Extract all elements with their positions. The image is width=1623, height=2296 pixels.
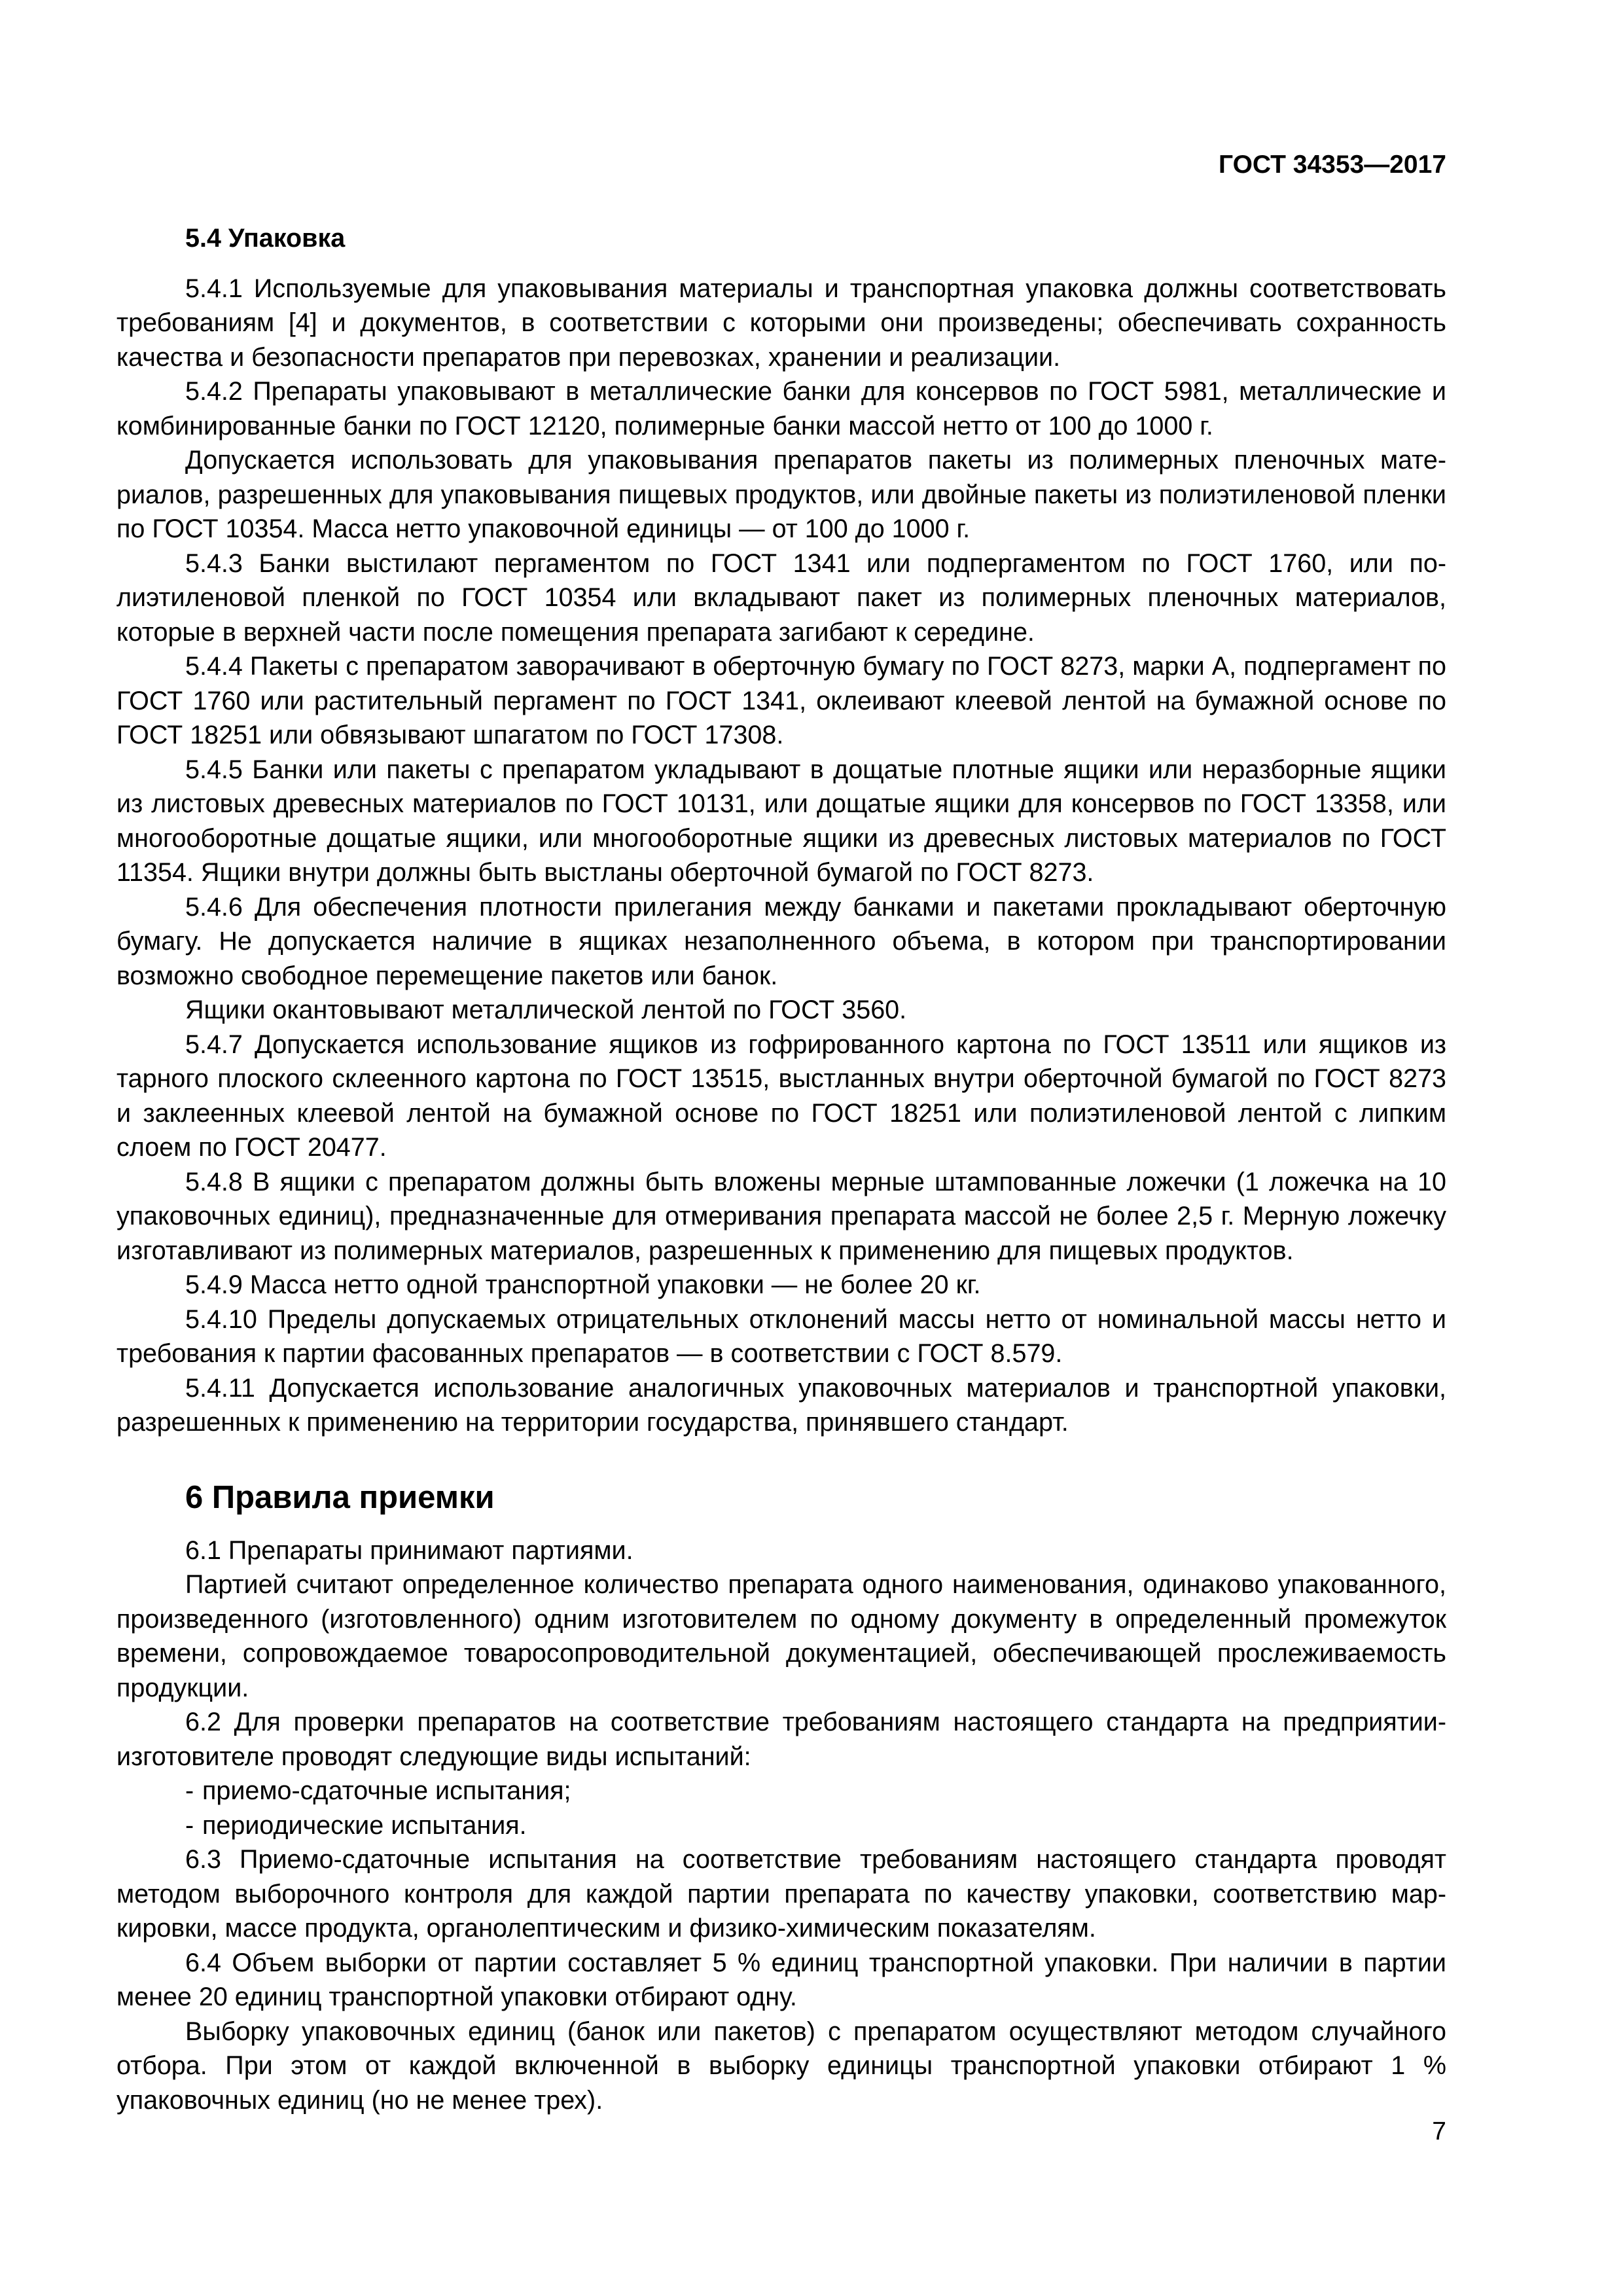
paragraph-6-2: 6.2 Для проверки препаратов на соответствие требованиям настоящего стандарта на предприятии-изготовителе проводят следующие виды испытаний: xyxy=(116,1708,1446,1771)
paragraph-5-4-3: 5.4.3 Банки выстилают пергаментом по ГОСТ 1341 или подпергаментом по ГОСТ 1760, или полиэтиленовой пленкой по ГОСТ 10354 или вкладывают пакет из полимерных пленочных материалов, которые в верхней части после помещения препарата загибают к середине. xyxy=(116,548,1446,647)
paragraph-5-4-7: 5.4.7 Допускается использование ящиков из гофрированного картона по ГОСТ 13511 или ящиков из тарного плоского склеенного картона по ГОСТ 13515, выстланных внутри оберточной бумагой по ГОСТ 8273 и заклеенных клеевой лентой на бумажной основе по ГОСТ 18251 или полиэтиленовой лентой с липким слоем по ГОСТ 20477. xyxy=(116,1030,1446,1162)
paragraph-5-4-1: 5.4.1 Используемые для упаковывания материалы и транспортная упаковка должны соответствовать требованиям [4] и документов, в соответствии с которыми они произведены; обеспечивать сохранность качества и безопасности препаратов при перевозках, хранении и реализации. xyxy=(116,274,1446,372)
section-title-5-4: 5.4 Упаковка xyxy=(185,224,346,253)
paragraph-6-4-sampling: Выборку упаковочных единиц (банок или пакетов) с препаратом осуществляют методом случайного отбора. При этом от каждой включенной в выборку единицы транспортной упаковки отбирают 1 % упаковочных единиц (но не менее трех). xyxy=(116,2017,1446,2115)
paragraph-5-4-2: 5.4.2 Препараты упаковывают в металлические банки для консервов по ГОСТ 5981, металлические и комбинированные банки по ГОСТ 12120, полимерные банки массой нетто от 100 до 1000 г. xyxy=(116,377,1446,440)
standard-designation: ГОСТ 34353—2017 xyxy=(1219,151,1446,179)
paragraph-6-1: 6.1 Препараты принимают партиями. xyxy=(185,1535,633,1565)
list-marker: - xyxy=(185,1776,194,1805)
page-number: 7 xyxy=(1432,2117,1446,2145)
paragraph-5-4-10: 5.4.10 Пределы допускаемых отрицательных отклонений массы нетто от номинальной массы нетто и требования к партии фасованных препаратов — в соответствии с ГОСТ 8.579. xyxy=(116,1304,1446,1368)
paragraph-5-4-6: 5.4.6 Для обеспечения плотности прилегания между банками и пакетами прокладывают оберточную бумагу. Не допускается наличие в ящиках незаполненного объема, в котором при транспортировании возможно свободное перемещение пакетов или банок. xyxy=(116,892,1446,990)
paragraph-5-4-5: 5.4.5 Банки или пакеты с препаратом укладывают в дощатые плотные ящики или неразборные ящики из листовых древесных материалов по ГОСТ 10131, или дощатые ящики для консервов по ГОСТ 13358, или многооборотные дощатые ящики, или многооборотные ящики из древесных листовых материалов по ГОСТ 11354. Ящики внутри должны быть выстланы оберточной бумагой по ГОСТ 8273. xyxy=(116,755,1446,887)
list-item xyxy=(116,1808,1446,1843)
paragraph-5-4-11: 5.4.11 Допускается использование аналогичных упаковочных материалов и транспортной упаковки, разрешенных к применению на территории государства, принявшего стандарт. xyxy=(116,1373,1446,1437)
paragraph-6-3: 6.3 Приемо-сдаточные испытания на соответствие требованиям настоящего стандарта проводят методом выборочного контроля для каждой партии препарата по качеству упаковки, соответствию маркировки, массе продукта, органолептическим и физико-химическим показателям. xyxy=(116,1845,1446,1943)
list-item-text: приемо-сдаточные испытания; xyxy=(202,1776,571,1805)
list-marker: - xyxy=(185,1810,194,1840)
list-item xyxy=(116,1774,1446,1808)
document-page xyxy=(116,0,1446,2296)
paragraph-5-4-4: 5.4.4 Пакеты с препаратом заворачивают в оберточную бумагу по ГОСТ 8273, марки А, подпергамент по ГОСТ 1760 или растительный пергамент по ГОСТ 1341, оклеивают клеевой лентой на бумажной основе по ГОСТ 18251 или обвязывают шпагатом по ГОСТ 17308. xyxy=(116,652,1446,749)
list-item-text: периодические испытания. xyxy=(202,1810,527,1840)
paragraph-5-4-2-allowance: Допускается использовать для упаковывания препаратов пакеты из полимерных пленочных материалов, разрешенных для упаковывания пищевых продуктов, или двойные пакеты из полиэтиленовой пленки по ГОСТ 10354. Масса нетто упаковочной единицы — от 100 до 1000 г. xyxy=(116,446,1446,543)
paragraph-5-4-8: 5.4.8 В ящики с препаратом должны быть вложены мерные штампованные ложечки (1 ложечка на 10 упаковочных единиц), предназначенные для отмеривания препарата массой не более 2,5 г. Мерную ложечку изготавливают из полимерных материалов, разрешенных к применению для пищевых продуктов. xyxy=(116,1167,1446,1265)
paragraph-5-4-6-boxes: Ящики окантовывают металлической лентой по ГОСТ 3560. xyxy=(185,996,907,1024)
paragraph-6-4: 6.4 Объем выборки от партии составляет 5 % единиц транспортной упаковки. При наличии в партии менее 20 единиц транспортной упаковки отбирают одну. xyxy=(116,1948,1446,2011)
page-content xyxy=(116,221,1446,2117)
paragraph-5-4-9: 5.4.9 Масса нетто одной транспортной упаковки — не более 20 кг. xyxy=(185,1270,981,1299)
section-title-6: 6 Правила приемки xyxy=(185,1479,495,1515)
paragraph-6-1-batch: Партией считают определенное количество препарата одного наименования, одинаково упакованного, произведенного (изготовленного) одним изготовителем по одному документу в определенный промежуток времени, сопровождаемое товаросопроводительной документацией, обеспечивающей прослеживаемость продукции. xyxy=(116,1570,1446,1702)
